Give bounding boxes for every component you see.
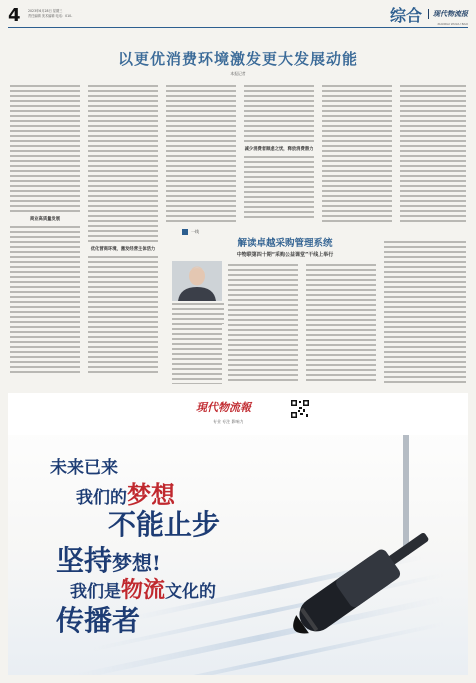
text-lines [322, 84, 392, 224]
qr-code-icon [290, 399, 310, 419]
feature-column-1 [228, 263, 298, 383]
portrait-photo [172, 261, 222, 301]
text-lines [306, 263, 376, 383]
tag-marker [182, 229, 188, 235]
page-number: 4 [8, 5, 21, 26]
article-column-5 [322, 84, 392, 224]
text-lines [172, 312, 222, 384]
article-column-4 [244, 84, 314, 224]
column-subhead: 优化营商环境，激发经营主体活力 [90, 247, 156, 252]
masthead-sub: XIANDAI WULIU BAO [437, 22, 468, 26]
article-column-3 [166, 84, 236, 224]
ad-logo: 現代物流報 [196, 401, 251, 414]
feature-column-0 [172, 312, 222, 384]
text-lines [10, 225, 80, 375]
article-column-1 [10, 84, 80, 384]
text-lines [88, 84, 158, 244]
feature-subhead: 中物联第四十期“采购公益课堂”干线上举行 [236, 252, 334, 258]
article-column-2 [88, 84, 158, 384]
ad-line-4: 坚持梦想! [56, 544, 161, 577]
text-lines [400, 84, 466, 224]
ad-line-1: 未来已来 [50, 458, 118, 478]
ad-line-2: 我们的梦想 [76, 480, 175, 509]
text-lines [228, 263, 298, 383]
issue-date: 2023年6月28日 星期三 [28, 9, 63, 13]
text-lines [10, 84, 80, 214]
article-headline: 以更优消费环境激发更大发展动能 [117, 50, 358, 68]
feature-headline: 解读卓越采购管理系统 [237, 238, 333, 249]
masthead-block [390, 4, 468, 24]
header-rule [8, 27, 468, 28]
section-label: 综合 [389, 5, 422, 25]
text-lines [88, 255, 158, 375]
text-lines [166, 84, 236, 224]
portrait-illustration [172, 261, 222, 301]
masthead: 现代物流报 [428, 9, 468, 19]
promo-ad [8, 393, 468, 675]
column-subhead: 减少消费者顾虑之忧，释放消费潜力 [244, 147, 314, 152]
ad-line-5: 我们是物流文化的 [70, 577, 217, 603]
ad-slogan: 专业 专注 影响力 [213, 419, 244, 424]
ad-line-3: 不能止步 [108, 508, 221, 541]
text-lines [384, 240, 466, 383]
column-subhead: 商业高质量发展 [29, 217, 61, 222]
feature-column-2 [306, 263, 376, 383]
ad-line-6: 传播者 [56, 604, 141, 637]
feature-tag: 一线 [182, 229, 199, 235]
text-lines [244, 155, 314, 219]
article-column-6 [400, 84, 466, 224]
issue-editors: 责任编辑 美术编辑 电话：010- [28, 13, 73, 18]
article-byline: 本报记者 [230, 71, 246, 76]
feature-column-3 [384, 240, 466, 383]
issue-meta [28, 9, 148, 18]
text-lines [244, 84, 314, 144]
